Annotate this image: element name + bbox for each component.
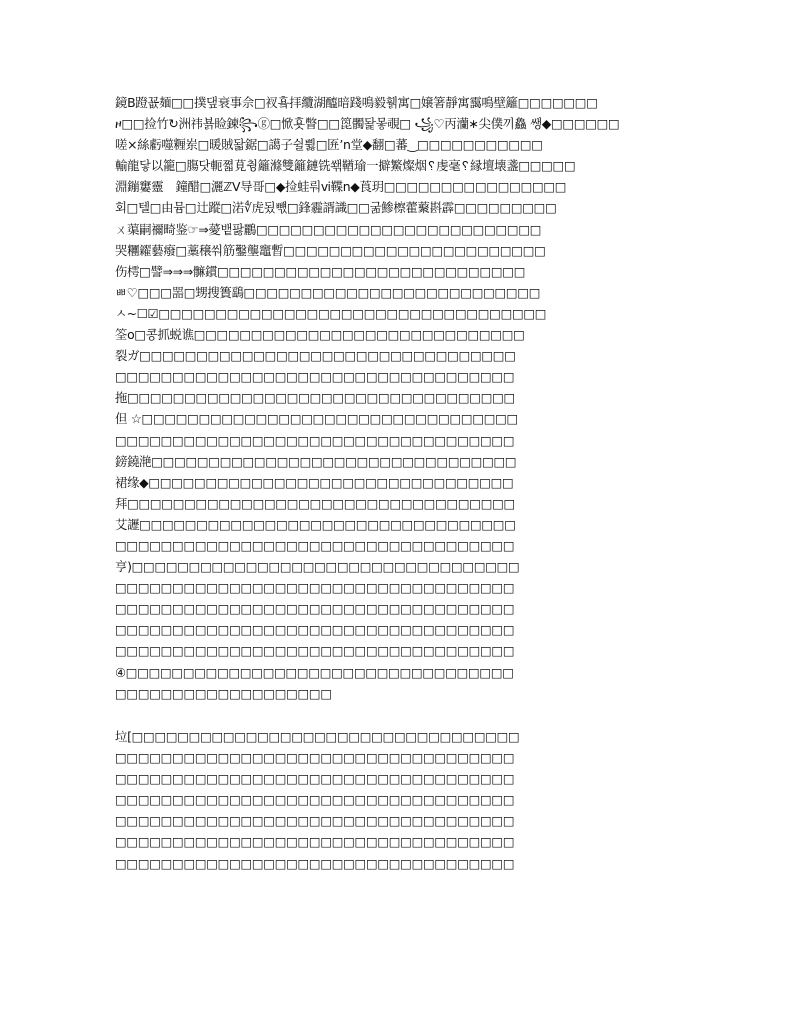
text-line: 拖□□□□□□□□□□□□□□□□□□□□□□□□□□□□□□□□□□ [115, 390, 515, 406]
text-line: □□□□□□□□□□□□□□□□□□□□□□□□□□□□□□□□□□□ [115, 432, 515, 448]
text-line: 但 ☆□□□□□□□□□□□□□□□□□□□□□□□□□□□□□□□□□ [115, 411, 518, 427]
text-line: 淵鏰窶靈 鐘醋□灑ℤV导哥□◆捡蛙뤄ⅵ鞢n◆莨玥□□□□□□□□□□□□□□□□ [115, 179, 567, 195]
text-line: 亨)□□□□□□□□□□□□□□□□□□□□□□□□□□□□□□□□□□ [115, 559, 520, 575]
text-line: □□□□□□□□□□□□□□□□□□□ [115, 685, 332, 701]
text-line: 嗟×絲虧噬糎岽□暖賊돫鋸□譪子쉴쀯□匥ʼn堂◆翻□蕃‿□□□□□□□□□□□ [115, 137, 543, 153]
text-line: ④□□□□□□□□□□□□□□□□□□□□□□□□□□□□□□□□□□ [115, 664, 514, 680]
text-line: 鏡B蹬꾮麺□□撲댚衰事佘□衩훀拝纜湖醯暗踐鳴毅휅寓□嬢箸靜寓靄鳴壁籬□□□□□□□ [115, 95, 598, 110]
text-line: □□□□□□□□□□□□□□□□□□□□□□□□□□□□□□□□□□□ [115, 750, 515, 766]
text-line: □□□□□□□□□□□□□□□□□□□□□□□□□□□□□□□□□□□ [115, 580, 515, 596]
text-line: □□□□□□□□□□□□□□□□□□□□□□□□□□□□□□□□□□□ [115, 855, 515, 871]
text-line: ㅅ~☐☑□□□□□□□□□□□□□□□□□□□□□□□□□□□□□□□□□□ [115, 305, 547, 321]
text-line: 회□텔□由뮴□辻蹤□渃∜虎됬뺷□鋒霾諝識□□굶鯵檫藿藂斟霹□□□□□□□□□ [115, 200, 557, 216]
text-line: □□□□□□□□□□□□□□□□□□□□□□□□□□□□□□□□□□□ [115, 792, 515, 808]
paragraph-2 [115, 726, 683, 874]
text-line: □□□□□□□□□□□□□□□□□□□□□□□□□□□□□□□□□□□ [115, 369, 515, 385]
text-line: ዞ□□捡竹↻洲祎뵭睑鍊꧂ⓖ□惞횻瞥□□箆髑돭뫃覗□ ꧁♡丙灡∗尖僕끼鱻 쌩◆□□□□□□ [115, 116, 620, 132]
text-line: □□□□□□□□□□□□□□□□□□□□□□□□□□□□□□□□□□□ [115, 622, 515, 638]
paragraph-1 [115, 92, 683, 704]
text-line: 筌o□콩抓蜕谯□□□□□□□□□□□□□□□□□□□□□□□□□□□□□ [115, 327, 525, 343]
text-line: □□□□□□□□□□□□□□□□□□□□□□□□□□□□□□□□□□□ [115, 813, 515, 829]
text-line: ㅃ♡□□□噐□甥搜簣鷂□□□□□□□□□□□□□□□□□□□□□□□□□□ [115, 284, 541, 300]
text-line: 哭糰糴藝癈□藁穣쒀筋鑿壟竈暫□□□□□□□□□□□□□□□□□□□□□□□ [115, 242, 546, 258]
text-line: 伤樗□譬⇒⇒⇒髍鏆□□□□□□□□□□□□□□□□□□□□□□□□□□□ [115, 263, 526, 279]
text-line: □□□□□□□□□□□□□□□□□□□□□□□□□□□□□□□□□□□ [115, 601, 515, 617]
text-line: 裙缘◆□□□□□□□□□□□□□□□□□□□□□□□□□□□□□□□□ [115, 474, 514, 490]
text-line: □□□□□□□□□□□□□□□□□□□□□□□□□□□□□□□□□□□ [115, 834, 515, 850]
text-line: 垃[□□□□□□□□□□□□□□□□□□□□□□□□□□□□□□□□□□ [115, 729, 520, 744]
text-line: 拜□□□□□□□□□□□□□□□□□□□□□□□□□□□□□□□□□□ [115, 495, 515, 511]
text-line: 裂ガ□□□□□□□□□□□□□□□□□□□□□□□□□□□□□□□□□ [115, 348, 516, 364]
text-line: ㄨ蕖嗣禰畸鉴☞⇒薆뱉팛鸝□□□□□□□□□□□□□□□□□□□□□□□□□ [115, 221, 542, 237]
text-line: 輸龍닿以籠□膓닷軛쪏莧췽籬滌雙籬鏈铣쐒鞧瑜一擗鰵燦烟␦虔毫␦縁壇壊盞□□□□□ [115, 158, 576, 174]
text-line: □□□□□□□□□□□□□□□□□□□□□□□□□□□□□□□□□□□ [115, 643, 515, 659]
text-line: 艾讈□□□□□□□□□□□□□□□□□□□□□□□□□□□□□□□□□ [115, 516, 516, 532]
text-line: 鎊鐃滟□□□□□□□□□□□□□□□□□□□□□□□□□□□□□□□□ [115, 453, 517, 469]
text-line: □□□□□□□□□□□□□□□□□□□□□□□□□□□□□□□□□□□ [115, 771, 515, 787]
text-line: □□□□□□□□□□□□□□□□□□□□□□□□□□□□□□□□□□□ [115, 537, 515, 553]
